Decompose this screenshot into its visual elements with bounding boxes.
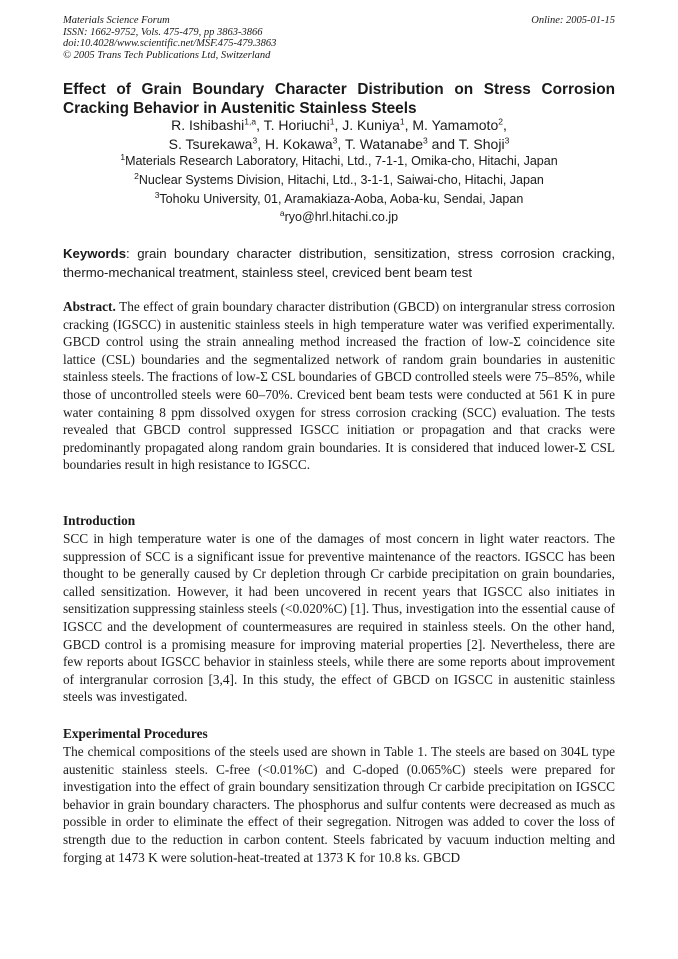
author-sup: 1: [399, 116, 405, 127]
doi-line: doi:10.4028/www.scientific.net/MSF.475-479.3863: [63, 38, 277, 50]
abstract-text: The effect of grain boundary character distribution (GBCD) on intergranular stress corrosion cracking (IGSCC) in austenitic stainless steels in high temperature water was verified experimentally. GBCD control using the strain annealing method increased the fraction of low-Σ coincidence site lattice (CSL) boundaries and the segmentalized network of random grain boundaries in austenitic stainless steels. The fractions of low-Σ CSL boundaries of GBCD controlled steels were 75–85%, while those of uncontrolled steels were 60–70%. Creviced bent beam tests were conducted at 561 K in pure water containing 8 ppm dissolved oxygen for stress corrosion cracking (SCC) evaluation. The tests revealed that GBCD control suppressed IGSCC initiation or propagation and that cracks were predominantly propagated along random grain boundaries. It is considered that induced lower-Σ CSL boundaries result in high resistance to IGSCC.: [63, 299, 615, 473]
author-name: S. Tsurekawa: [168, 135, 253, 152]
affiliation-sup: a: [279, 207, 285, 218]
author-sup: 3: [252, 134, 258, 145]
abstract-label: Abstract.: [63, 299, 116, 314]
affiliation-line: [63, 191, 615, 207]
author-name: M. Yamamoto: [412, 117, 499, 133]
introduction-heading: Introduction: [63, 513, 136, 528]
affiliation-sup: 1: [120, 151, 126, 162]
issn-line: ISSN: 1662-9752, Vols. 475-479, pp 3863-3866: [63, 26, 263, 38]
author-sup: 3: [332, 134, 338, 145]
author-name: J. Kuniya: [342, 117, 400, 133]
affiliation-text: Nuclear Systems Division, Hitachi, Ltd., 3-1-1, Saiwai-cho, Hitachi, Japan: [138, 173, 544, 187]
author-sup: 3: [504, 134, 510, 145]
author-sup: 2: [498, 116, 503, 127]
copyright-line: © 2005 Trans Tech Publications Ltd, Switzerland: [63, 49, 271, 61]
contact-email: [63, 209, 615, 225]
affiliation-text: Materials Research Laboratory, Hitachi, Ltd., 7-1-1, Omika-cho, Hitachi, Japan: [125, 154, 558, 168]
author-name: T. Watanabe: [344, 135, 424, 152]
paper-title: Effect of Grain Boundary Character Distribution on Stress Corrosion Cracking Behavior in Austenitic Stainless Steels: [63, 81, 615, 117]
author-conjunction: and: [431, 135, 456, 152]
introduction-paragraph: SCC in high temperature water is one of the damages of most concern in light water reactors. The suppression of SCC is a significant issue for preventive maintenance of the reactors. IGSCC has been thought to be generally caused by Cr depletion through Cr carbide precipitation on grain boundaries, called sensitization. However, it had been uncovered in recent years that IGSCC also initiates in sensitization suppressing stainless steels (<0.020%C) [1]. Thus, investigation into the essential cause of IGSCC and the development of countermeasures are required in stainless steels. On the other hand, GBCD control is a promising measure for improving material properties [2]. Nevertheless, there are few reports about IGSCC behavior in stainless steels, while there are some reports about improvement of intergranular corrosion [3,4]. In this study, the effect of GBCD on IGSCC in austenitic stainless steels was investigated.: [63, 531, 615, 705]
abstract-paragraph: [63, 298, 615, 474]
affiliation-line: [63, 172, 615, 188]
author-name: H. Kokawa: [264, 135, 333, 152]
author-name: R. Ishibashi: [171, 117, 245, 133]
affiliation-text: Tohoku University, 01, Aramakiaza-Aoba, Aoba-ku, Sendai, Japan: [159, 192, 524, 206]
journal-name: Materials Science Forum: [63, 15, 170, 26]
author-name: T. Horiuchi: [263, 117, 330, 133]
journal-header: [63, 15, 615, 61]
author-sup: 1: [329, 116, 335, 127]
author-name: T. Shoji: [458, 135, 505, 152]
author-list: R. Ishibashi$^{1,a}$, T. Horiuchi$^1$, J. Kuniya$^1$, M. Yamamoto$^2$, S. Tsurekawa$^3$, H. Kokawa$^3$, T. Watanabe$^3$ and T. Shoji$^3$: [168, 116, 510, 152]
email-text: ryo@hrl.hitachi.co.jp: [284, 210, 399, 224]
keywords-block: [63, 245, 615, 282]
keywords-label: Keywords: [63, 246, 127, 261]
author-sup: 1,a: [244, 116, 257, 127]
keywords-text: : grain boundary character distribution, sensitization, stress corrosion cracking, thermo-mechanical treatment, stainless steel, creviced bent beam test: [63, 246, 615, 280]
affiliation-sup: 2: [134, 170, 139, 181]
experimental-paragraph: The chemical compositions of the steels used are shown in Table 1. The steels are based on 304L type austenitic stainless steels. C-free (<0.01%C) and C-doped (0.065%C) steels were prepared for investigation into the effect of grain boundary sensitization through Cr carbide precipitation on IGSCC behavior in grain boundary characters. The phosphorus and sulfur contents were decreased as much as possible in order to eliminate the effect of their segregation. Nitrogen was added to cover the loss of strength due to the reduction in carbon content. Steels fabricated by vacuum induction melting and forging at 1473 K were solution-heat-treated at 1373 K for 10.8 ks. GBCD: [63, 744, 615, 865]
online-date: Online: 2005-01-15: [531, 15, 615, 26]
experimental-heading: Experimental Procedures: [63, 726, 208, 741]
affiliation-sup: 3: [154, 189, 160, 200]
author-sup: 3: [423, 134, 428, 145]
affiliation-line: [63, 153, 615, 169]
